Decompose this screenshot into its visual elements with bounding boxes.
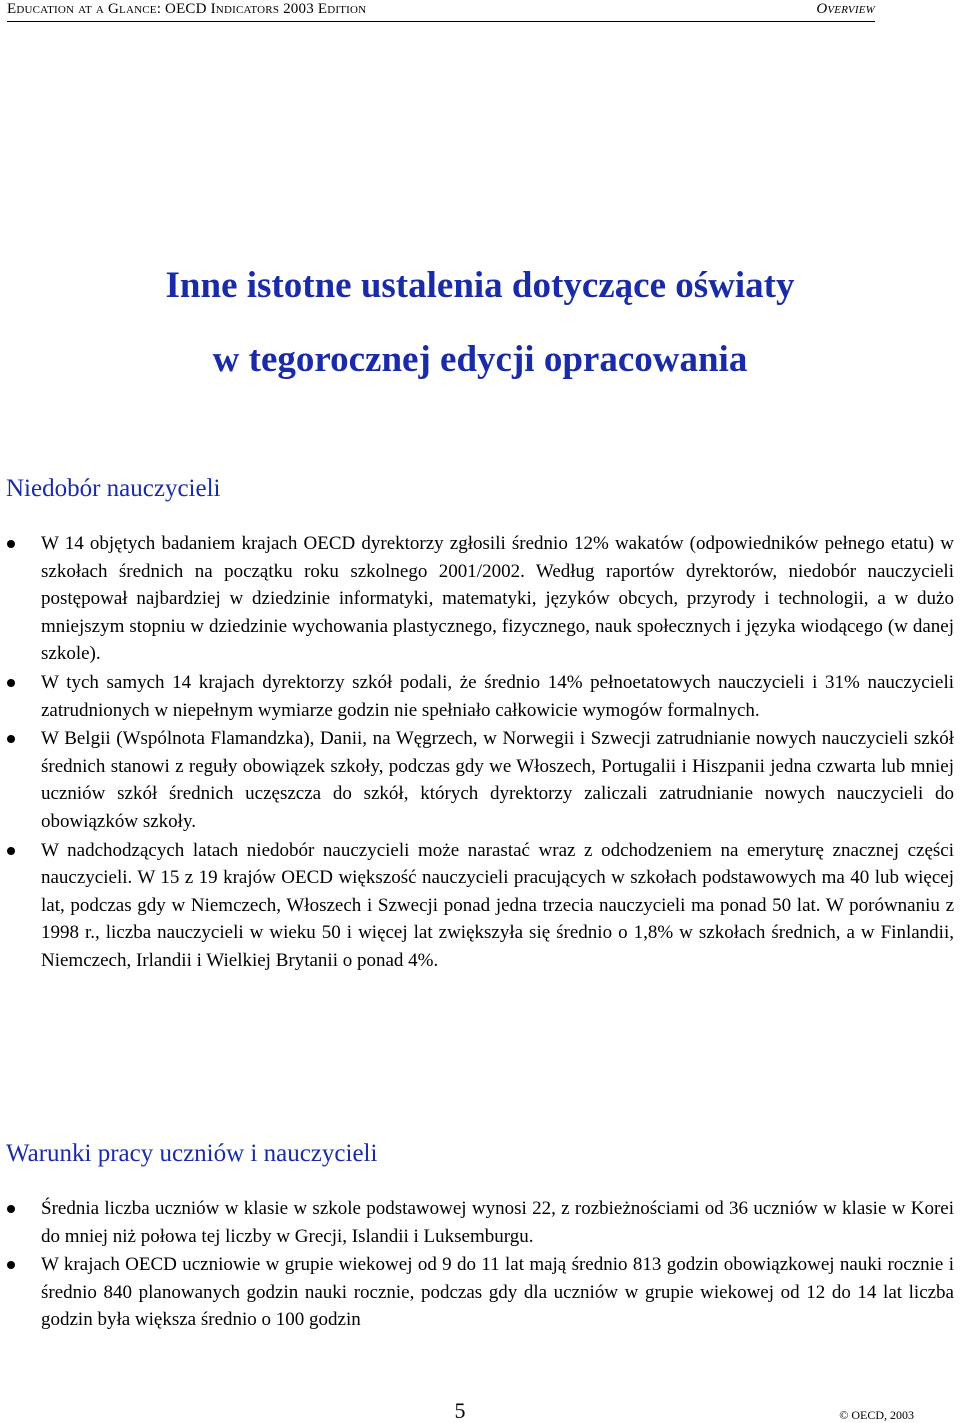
page-title-line-2: w tegorocznej edycji opracowania [212,339,748,380]
header-section-name: Overview [816,1,875,17]
section-heading-teacher-shortage: Niedobór nauczycieli [6,475,221,502]
bullet-list-teacher-shortage [0,530,960,976]
page-title-line-1: Inne istotne ustalenia dotyczące oświaty [165,265,795,306]
list-item [0,725,960,835]
list-item [0,1251,960,1334]
list-item-text: W tych samych 14 krajach dyrektorzy szkół podali, że średnio 14% pełnoetatowych nauczycieli i 31% nauczycieli zatrudnionych w niepełnym wymiarze godzin nie spełniało całkowicie wymogów formalnych. [41,671,954,721]
list-item [0,669,960,724]
copyright-notice: © OECD, 2003 [839,1408,914,1422]
bullet-icon [7,735,15,743]
bullet-icon [7,1261,15,1269]
section-heading-working-conditions: Warunki pracy uczniów i nauczycieli [6,1140,378,1167]
bullet-icon [7,540,15,548]
bullet-icon [7,847,15,855]
bullet-icon [7,679,15,687]
page-number: 5 [454,1398,466,1423]
list-item-text: W 14 objętych badaniem krajach OECD dyrektorzy zgłosili średnio 12% wakatów (odpowiedników pełnego etatu) w szkołach średnich na początku roku szkolnego 2001/2002. Według raportów dyrektorów, niedobór nauczycieli postępował najbardziej w dziedzinie informatyki, matematyki, języków obcych, przyrody i technologii, a w dużo mniejszym stopniu w dziedzinie wychowania plastycznego, fizycznego, nauk społecznych i języka wiodącego (w danej szkole). [41,533,954,665]
list-item-text: Średnia liczba uczniów w klasie w szkole podstawowej wynosi 22, z rozbieżnościami od 36 uczniów w klasie w Korei do mniej niż połowa tej liczby w Grecji, Islandii i Luksemburgu. [41,1198,954,1247]
list-item [0,1195,960,1250]
running-header [7,0,875,22]
list-item [0,837,960,975]
list-item [0,530,960,668]
bullet-icon [7,1205,15,1213]
header-publication-title: Education at a Glance: OECD Indicators 2003 Edition [7,1,367,17]
list-item-text: W nadchodzących latach niedobór nauczycieli może narastać wraz z odchodzeniem na emeryturę znacznej części nauczycieli. W 15 z 19 krajów OECD większość nauczycieli pracujących w szkołach podstawowych ma 40 lub więcej lat, podczas gdy w Niemczech, Włoszech i Szwecji ponad jedna trzecia nauczycieli ma ponad 50 lat. W porównaniu z 1998 r., liczba nauczycieli w wieku 50 i więcej lat zwiększyła się średnio o 1,8% w szkołach średnich, a w Finlandii, Niemczech, Irlandii i Wielkiej Brytanii o ponad 4%. [41,839,954,971]
bullet-list-working-conditions [0,1195,960,1335]
list-item-text: W Belgii (Wspólnota Flamandzka), Danii, na Węgrzech, w Norwegii i Szwecji zatrudnianie nowych nauczycieli szkół średnich stanowi z reguły obowiązek szkoły, podczas gdy we Włoszech, Portugalii i Hiszpanii jedna czwarta lub mniej uczniów szkół średnich uczęszcza do szkół, których dyrektorzy zaliczali zatrudnianie nowych nauczycieli do obowiązków szkoły. [41,728,954,832]
list-item-text: W krajach OECD uczniowie w grupie wiekowej od 9 do 11 lat mają średnio 813 godzin obowiązkowej nauki rocznie i średnio 840 planowanych godzin nauki rocznie, podczas gdy dla uczniów w grupie wiekowej od 12 do 14 lat liczba godzin była większa średnio o 100 godzin [41,1254,954,1331]
